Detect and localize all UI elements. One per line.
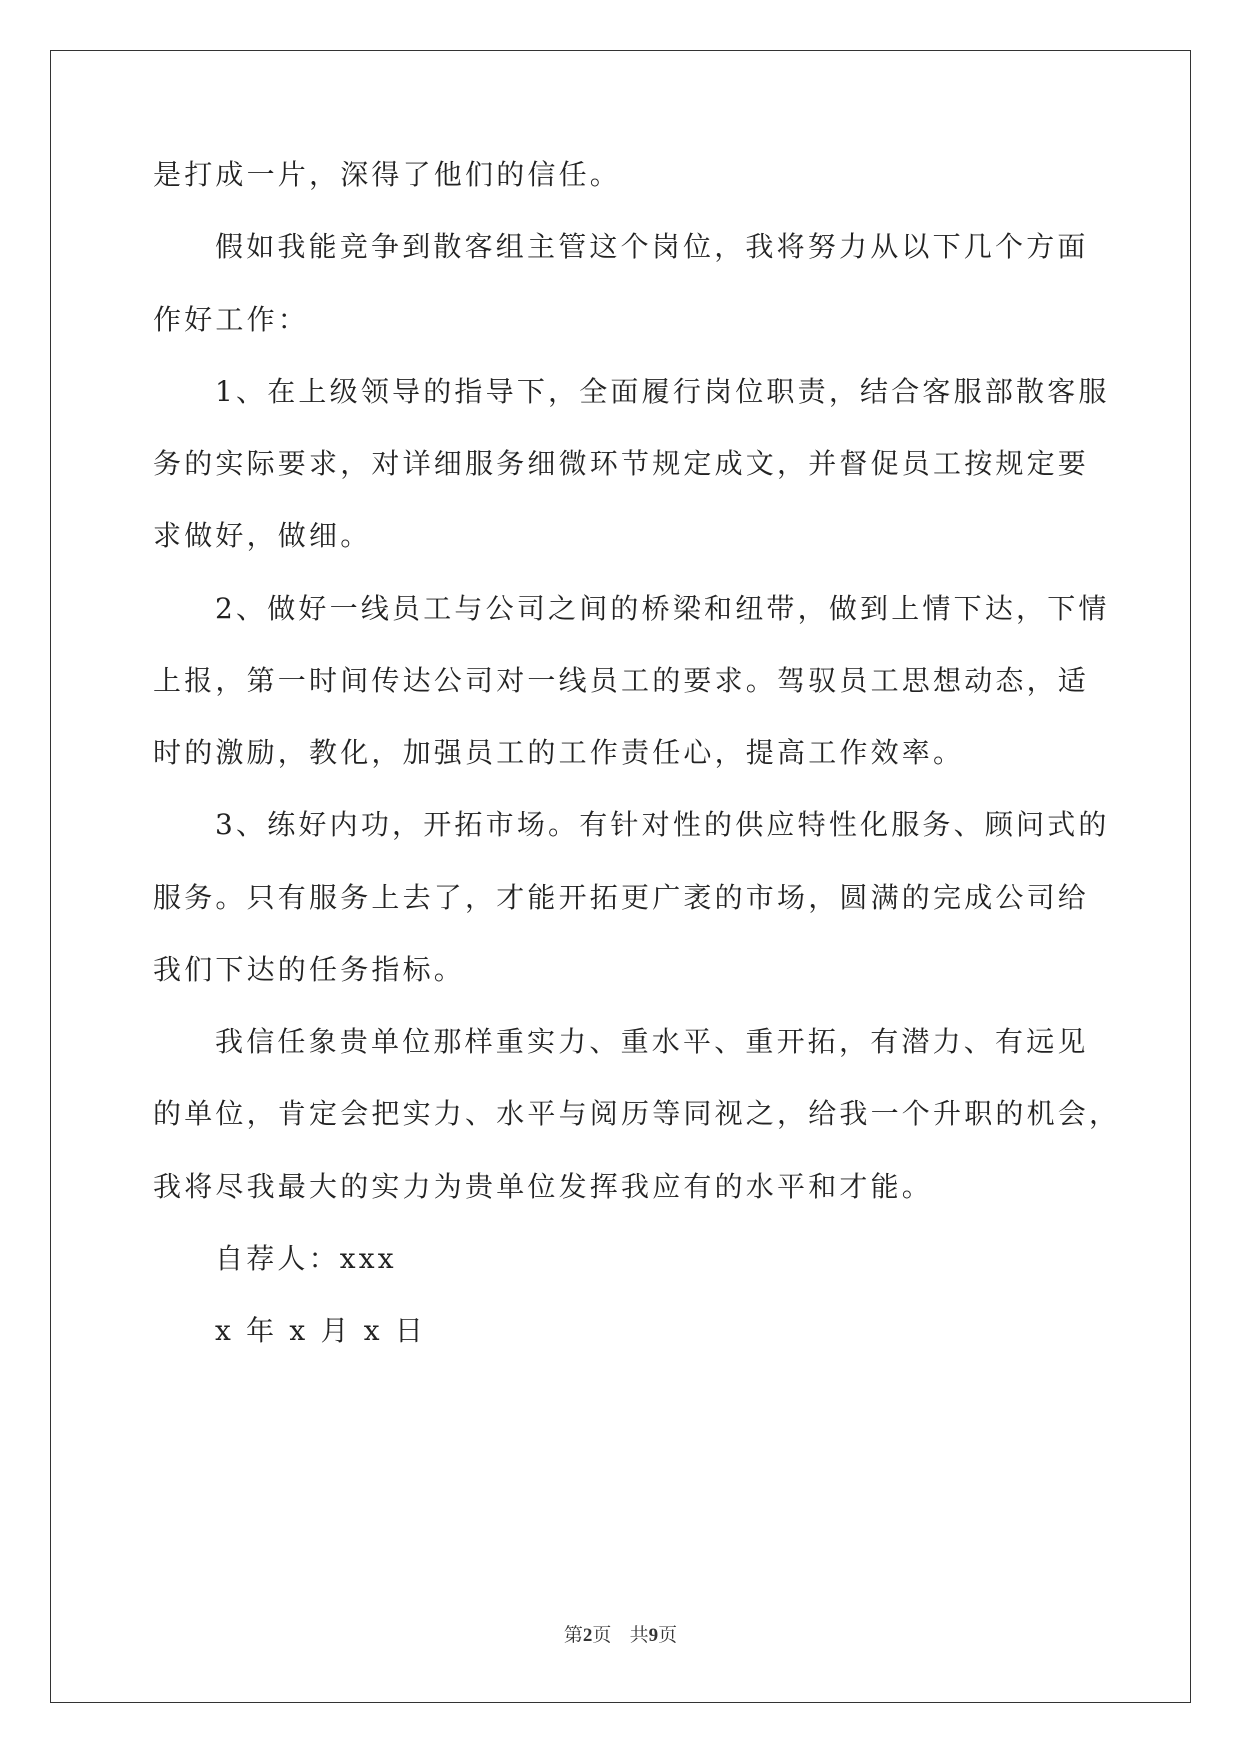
- text-line: 务的实际要求，对详细服务细微环节规定成文，并督促员工按规定要: [153, 447, 1090, 480]
- text-line: 服务。只有服务上去了，才能开拓更广袤的市场，圆满的完成公司给: [153, 881, 1090, 914]
- total-suffix: 页: [658, 1624, 678, 1646]
- text-line: 我信任象贵单位那样重实力、重水平、重开拓，有潜力、有远见: [215, 1025, 1089, 1058]
- page-border: [50, 50, 1191, 1703]
- text-line: 假如我能竞争到散客组主管这个岗位，我将努力从以下几个方面: [215, 230, 1089, 263]
- page-suffix: 页: [592, 1624, 612, 1646]
- text-line: 求做好，做细。: [153, 519, 372, 552]
- signature-label: 自荐人：xxx: [215, 1242, 397, 1275]
- text-line: 时的激励，教化，加强员工的工作责任心，提高工作效率。: [153, 736, 965, 769]
- page-prefix: 第: [563, 1624, 583, 1646]
- total-pages: 9: [648, 1625, 659, 1646]
- text-line: 1、在上级领导的指导下，全面履行岗位职责，结合客服部散客服: [215, 375, 1110, 408]
- text-line: 2、做好一线员工与公司之间的桥梁和纽带，做到上情下达，下情: [215, 592, 1110, 625]
- page-number: 2: [582, 1625, 593, 1646]
- text-line: 我将尽我最大的实力为贵单位发挥我应有的水平和才能。: [153, 1170, 934, 1203]
- text-line: 作好工作：: [153, 303, 310, 336]
- text-line: 上报，第一时间传达公司对一线员工的要求。驾驭员工思想动态，适: [153, 664, 1090, 697]
- text-line: 3、练好内功，开拓市场。有针对性的供应特性化服务、顾问式的: [215, 808, 1110, 841]
- text-line: 我们下达的任务指标。: [153, 953, 466, 986]
- page-footer: [0, 1623, 1241, 1648]
- signature-date: x 年 x 月 x 日: [215, 1314, 427, 1347]
- text-line: 的单位，肯定会把实力、水平与阅历等同视之，给我一个升职的机会，: [153, 1097, 1121, 1130]
- total-prefix: 共: [629, 1624, 649, 1646]
- text-line: 是打成一片，深得了他们的信任。: [153, 158, 622, 191]
